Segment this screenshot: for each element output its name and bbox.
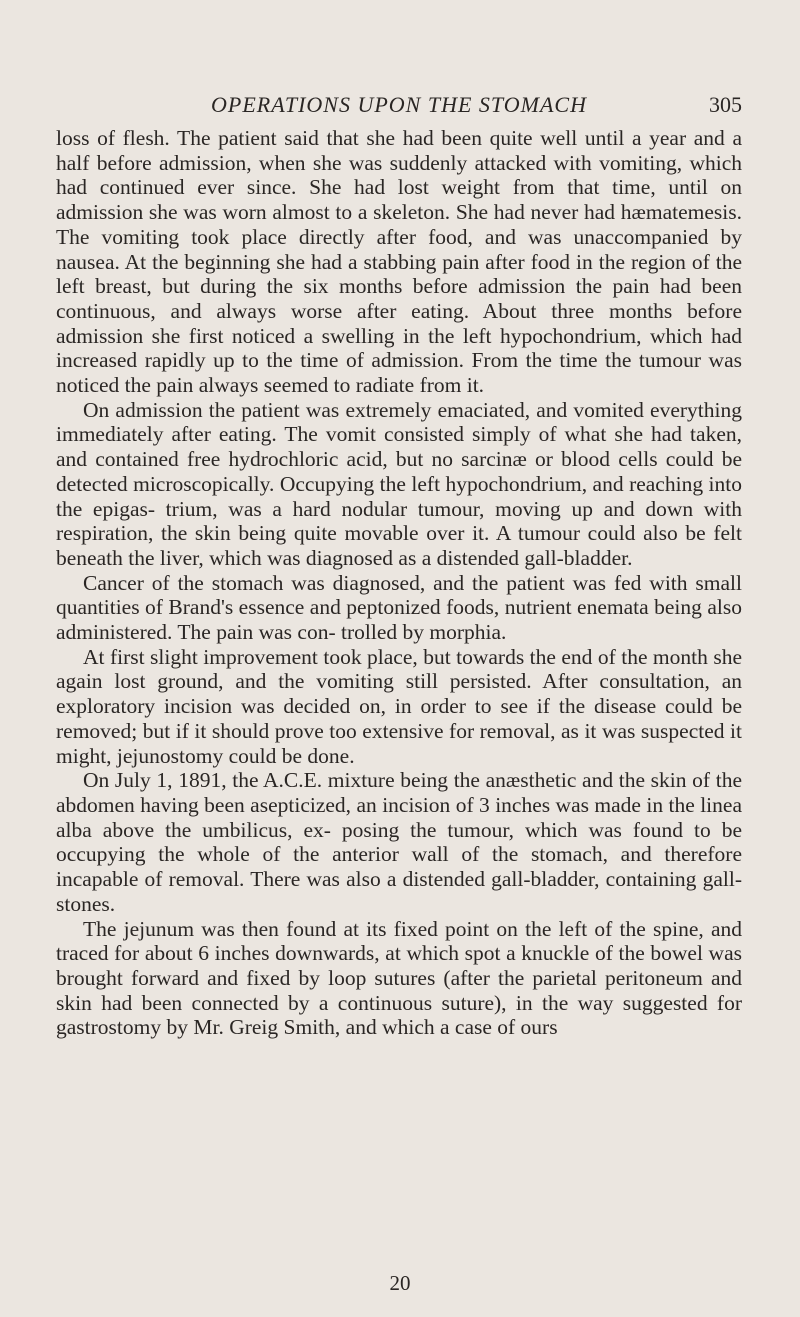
page-number: 305	[709, 92, 742, 117]
running-title: OPERATIONS UPON THE STOMACH	[211, 92, 587, 117]
paragraph-consultation: At first slight improvement took place, but towards the end of the month she again lost ground, and the vomiting still persisted. After consultation, an exploratory incision was decided on, in order to see if the disease could be removed; but if it should prove too extensive for removal, as it was suspected it might, jejunostomy could be done.	[56, 644, 742, 768]
signature-mark: 20	[389, 1271, 411, 1295]
running-head	[56, 88, 742, 122]
body-text	[56, 126, 742, 1040]
paragraph-diagnosis: Cancer of the stomach was diagnosed, and the patient was fed with small quantities of Brand's essence and peptonized foods, nutrient enemata being also administered. The pain was con- trolled by morphia.	[56, 570, 742, 645]
paragraph-continuation: loss of flesh. The patient said that she had been quite well until a year and a half before admission, when she was suddenly attacked with vomiting, which had continued ever since. She had lost weight from that time, until on admission she was worn almost to a skeleton. She had never had hæmatemesis. The vomiting took place directly after food, and was unaccompanied by nausea. At the beginning she had a stabbing pain after food in the region of the left breast, but during the six months before admission the pain had been continuous, and always worse after eating. About three months before admission she first noticed a swelling in the left hypochondrium, which had increased rapidly up to the time of admission. From the time the tumour was noticed the pain always seemed to radiate from it.	[56, 126, 742, 398]
paragraph-jejunum: The jejunum was then found at its fixed point on the left of the spine, and traced for about 6 inches downwards, at which spot a knuckle of the bowel was brought forward and fixed by loop sutures (after the parietal peritoneum and skin had been connected by a continuous suture), in the way suggested for gastrostomy by Mr. Greig Smith, and which a case of ours	[56, 916, 742, 1040]
paragraph-admission-findings: On admission the patient was extremely emaciated, and vomited everything immediately after eating. The vomit consisted simply of what she had taken, and contained free hydrochloric acid, but no sarcinæ or blood cells could be detected microscopically. Occupying the left hypochondrium, and reaching into the epigas- trium, was a hard nodular tumour, moving up and down with respiration, the skin being quite movable over it. A tumour could also be felt beneath the liver, which was diagnosed as a distended gall-bladder.	[56, 397, 742, 570]
paragraph-operation: On July 1, 1891, the A.C.E. mixture being the anæsthetic and the skin of the abdomen having been asepticized, an incision of 3 inches was made in the linea alba above the umbilicus, ex- posing the tumour, which was found to be occupying the whole of the anterior wall of the stomach, and therefore incapable of removal. There was also a distended gall-bladder, containing gall-stones.	[56, 768, 742, 916]
